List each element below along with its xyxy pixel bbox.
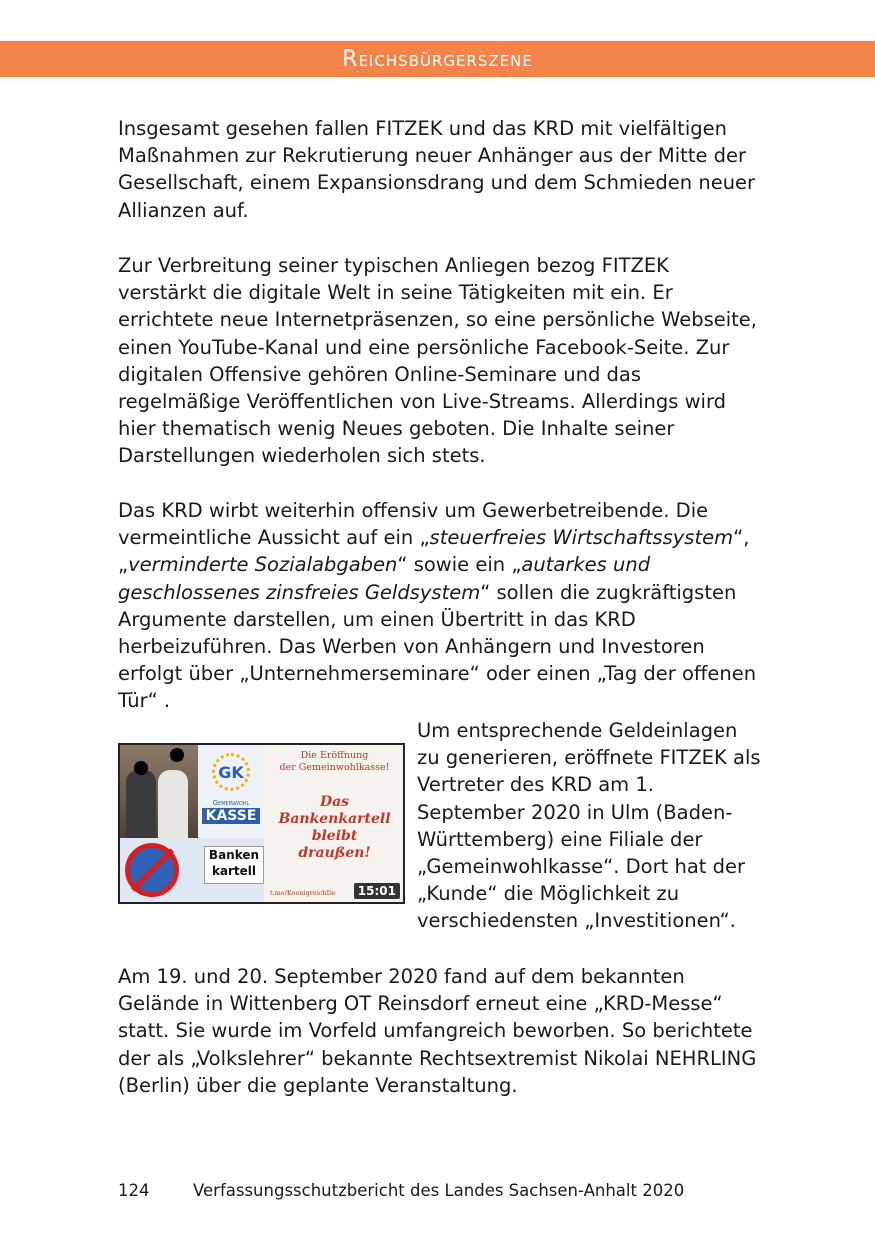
- slogan-line-1: Das: [319, 794, 350, 810]
- redaction-dot: [134, 761, 148, 775]
- headline-line-2: der Gemeinwohlkasse!: [279, 762, 390, 773]
- slogan-line-3: bleibt: [311, 828, 358, 844]
- video-thumbnail[interactable]: [118, 743, 405, 904]
- page-footer: [118, 1181, 684, 1200]
- thumbnail-headline-area: [264, 745, 405, 904]
- slogan-line-4: draußen!: [298, 845, 371, 861]
- banken-line-1: Banken: [208, 848, 260, 862]
- video-duration-badge: 15:01: [354, 883, 400, 899]
- paragraph-3-text-e: “ sowie ein „: [397, 553, 522, 577]
- banken-line-2: kartell: [211, 864, 257, 878]
- paragraph-3-quote-1: steuerfreies Wirtschaftssystem: [429, 526, 734, 550]
- slogan-line-2: Bankenkartell: [278, 811, 391, 827]
- page-number: 124: [118, 1181, 150, 1200]
- section-header-bar: [0, 41, 875, 77]
- thumbnail-photo: [120, 745, 198, 838]
- bankenkartell-graphic: [120, 838, 264, 904]
- banken-label: [204, 846, 264, 884]
- paragraph-3-text-c: “, „: [118, 526, 750, 577]
- paragraph-4: Um entsprechende Geldeinlagen zu generieren, eröffnete FITZEK als Vertreter des KRD am 1. September 2020 in Ulm (Baden-Württemberg) eine Filiale der „Gemeinwohlkasse“. Dort hat der „Kunde“ die Möglichkeit zu verschiedensten „Investitionen“.: [417, 719, 761, 933]
- gk-logo-icon: GK: [212, 753, 250, 791]
- section-title: Reichsbürgerszene: [342, 46, 533, 72]
- thumbnail-headline: [264, 750, 405, 774]
- paragraph-3-text-a: Das KRD wirbt weiterhin offensiv um Gewerbetreibende. Die vermeintliche Aussicht auf ein „: [118, 499, 709, 550]
- paragraph-3-quote-2: verminderte Sozialabgaben: [128, 553, 398, 577]
- paragraph-3-text-g: “ sollen die zugkräftigsten Argumente darstellen, um einen Übertritt in das KRD herbeizuführen. Das Werben von Anhängern und Investoren erfolgt über „Unternehmerseminare“ oder einen „Tag der offenen Tür“ .: [118, 580, 757, 713]
- no-entry-icon: [125, 843, 179, 897]
- person-figure: [126, 770, 156, 838]
- redaction-dot: [170, 748, 184, 762]
- paragraph-1: Insgesamt gesehen fallen FITZEK und das KRD mit vielfältigen Maßnahmen zur Rekrutierung neuer Anhänger aus der Mitte der Gesellschaft, einem Expansionsdrang und dem Schmieden neuer Allianzen auf.: [118, 117, 756, 222]
- paragraph-3-quote-3: autarkes und geschlossenes zinsfreies Geldsystem: [118, 553, 651, 604]
- publication-title: Verfassungsschutzbericht des Landes Sachsen-Anhalt 2020: [193, 1181, 685, 1200]
- person-figure: [158, 770, 188, 838]
- paragraph-5: Am 19. und 20. September 2020 fand auf dem bekannten Gelände in Wittenberg OT Reinsdorf erneut eine „KRD-Messe“ statt. Sie wurde im Vorfeld umfangreich beworben. So berichtete der als „Volkslehrer“ bekannte Rechtsextremist Nikolai NEHRLING (Berlin) über die geplante Veranstaltung.: [118, 965, 757, 1097]
- logo-subtitle: Gemeinwohl: [212, 799, 250, 807]
- paragraph-3: [118, 497, 758, 715]
- logo-title: KASSE: [202, 808, 261, 824]
- gemeinwohlkasse-logo: [198, 745, 264, 838]
- headline-line-1: Die Eröffnung: [300, 750, 369, 761]
- thumbnail-slogan: [264, 794, 405, 862]
- paragraph-2: Zur Verbreitung seiner typischen Anliegen bezog FITZEK verstärkt die digitale Welt in seine Tätigkeiten mit ein. Er errichtete neue Internetpräsenzen, so eine persönliche Webseite, einen YouTube-Kanal und eine persönliche Facebook-Seite. Zur digitalen Offensive gehören Online-Seminare und das regelmäßige Veröffentlichen von Live-Streams. Allerdings wird hier thematisch wenig Neues geboten. Die Inhalte seiner Darstellungen wiederholen sich stets.: [118, 254, 757, 468]
- channel-url: t.me/KoenigreichDe: [270, 889, 336, 897]
